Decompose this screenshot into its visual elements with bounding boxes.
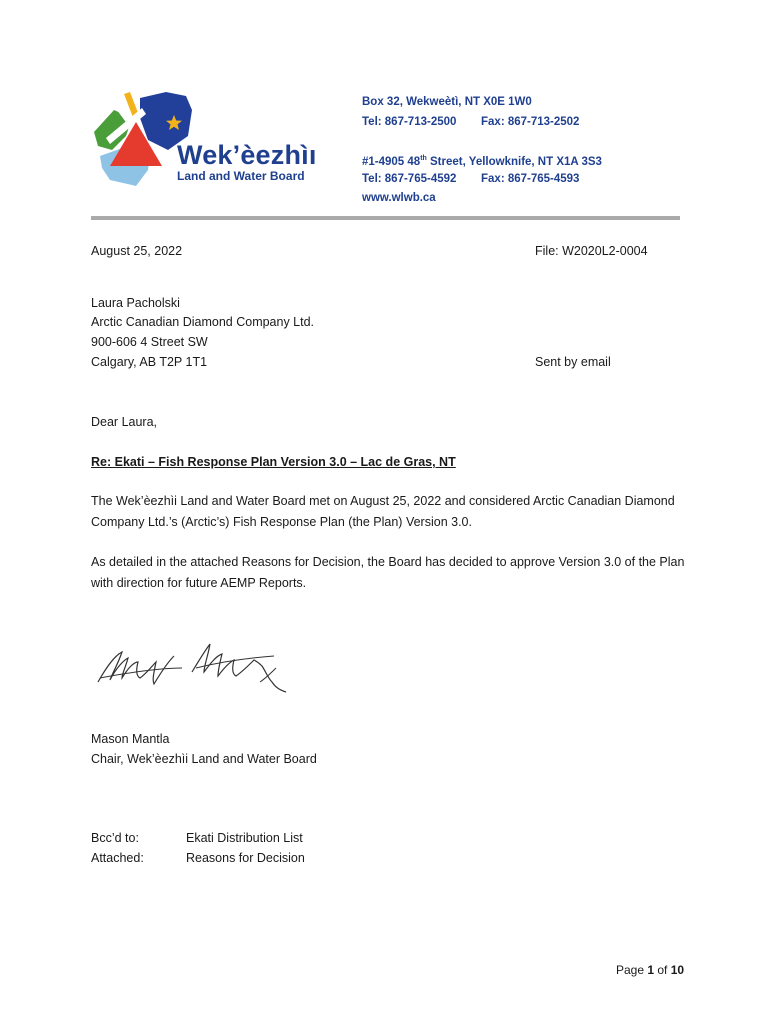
delivery-method: Sent by email — [535, 355, 611, 369]
recipient-name: Laura Pacholski — [91, 296, 180, 310]
office1-tel: Tel: 867-713-2500 — [362, 116, 457, 128]
signatory-title: Chair, Wek’èezhìi Land and Water Board — [91, 752, 317, 766]
recipient-company: Arctic Canadian Diamond Company Ltd. — [91, 315, 315, 329]
website-link[interactable]: www.wlwb.ca — [362, 192, 436, 204]
office1-address: Box 32, Wekweètì, NT X0E 1W0 — [362, 96, 532, 108]
bcc-label: Bcc’d to: — [91, 831, 139, 845]
office2-address: #1-4905 48th Street, Yellowknife, NT X1A 3S3 — [362, 155, 602, 168]
brand-subtitle: Land and Water Board — [177, 169, 305, 183]
signatory-name: Mason Mantla — [91, 732, 170, 746]
office1-fax: Fax: 867-713-2502 — [481, 116, 580, 128]
brand-name: Wek’èezhìı — [177, 140, 317, 170]
page-number: Page 1 of 10 — [616, 963, 685, 977]
subject-line: Re: Ekati – Fish Response Plan Version 3.0 – Lac de Gras, NT — [91, 455, 456, 469]
bcc-value: Ekati Distribution List — [186, 831, 303, 845]
header-divider — [91, 216, 680, 220]
body-paragraph-1-line-1: The Wek’èezhìi Land and Water Board met on August 25, 2022 and considered Arctic Canadian Diamond — [91, 494, 675, 508]
office2-tel: Tel: 867-765-4592 — [362, 173, 457, 185]
body-paragraph-1-line-2: Company Ltd.’s (Arctic’s) Fish Response Plan (the Plan) Version 3.0. — [91, 515, 472, 529]
recipient-street: 900-606 4 Street SW — [91, 335, 208, 349]
signature-image — [92, 638, 292, 700]
attached-value: Reasons for Decision — [186, 851, 305, 865]
letter-date: August 25, 2022 — [91, 244, 183, 258]
salutation: Dear Laura, — [91, 415, 158, 429]
body-paragraph-2-line-1: As detailed in the attached Reasons for Decision, the Board has decided to approve Version 3.0 of the Plan — [91, 555, 685, 569]
recipient-city: Calgary, AB T2P 1T1 — [91, 355, 208, 369]
office2-fax: Fax: 867-765-4593 — [481, 173, 580, 185]
file-number: File: W2020L2-0004 — [535, 244, 648, 258]
body-paragraph-2-line-2: with direction for future AEMP Reports. — [91, 576, 307, 590]
attached-label: Attached: — [91, 851, 144, 865]
